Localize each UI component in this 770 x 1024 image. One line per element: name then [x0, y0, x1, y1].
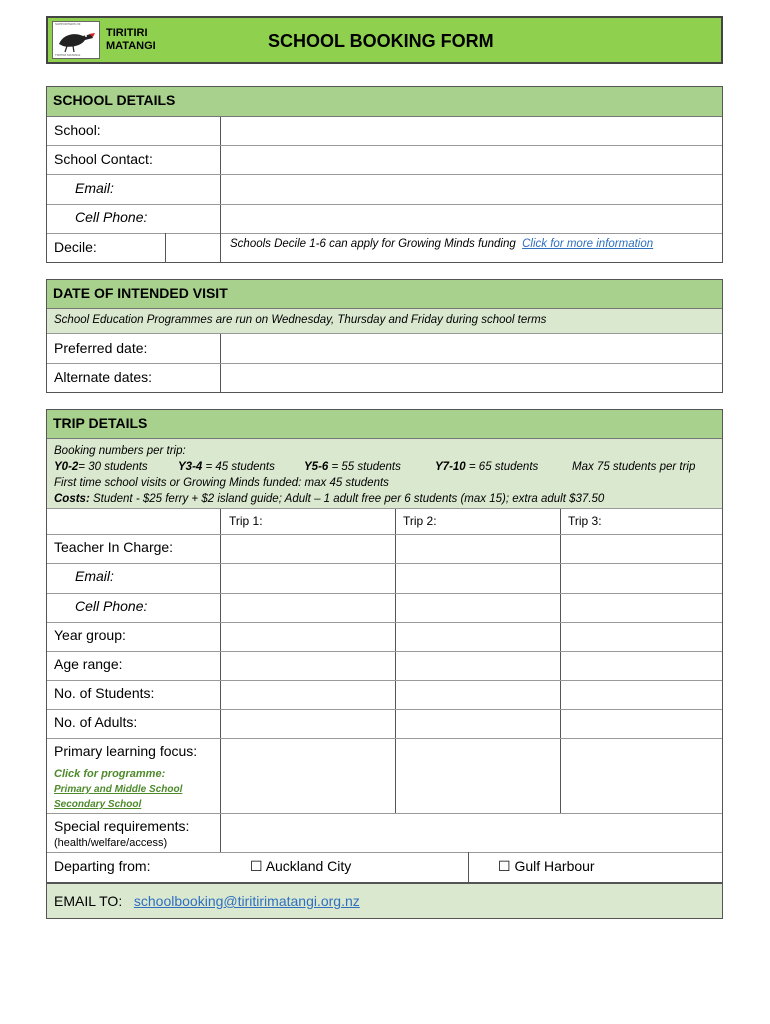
trip1-header: Trip 1: — [229, 514, 263, 528]
section-title: TRIP DETAILS — [47, 410, 722, 439]
booking-numbers: Y0-2= 30 students Y3-4 = 45 students Y5-6 = 55 students Y7-10 = 65 students Max 75 students per trip — [54, 461, 696, 473]
gulf-harbour-label: Gulf Harbour — [514, 858, 595, 874]
decile-field[interactable] — [166, 234, 219, 262]
primary-programme-link[interactable]: Primary and Middle School — [54, 784, 183, 795]
school-email-field[interactable] — [221, 175, 722, 203]
gulf-harbour-checkbox[interactable]: ☐ — [498, 858, 511, 874]
school-contact-label: School Contact: — [54, 151, 153, 167]
visit-note: School Education Programmes are run on Wednesday, Thursday and Friday during school terms — [47, 309, 722, 334]
special-label: Special requirements: — [54, 818, 190, 834]
adults-label: No. of Adults: — [54, 714, 138, 730]
trip2-header: Trip 2: — [403, 514, 437, 528]
auckland-option[interactable] — [250, 858, 351, 875]
school-contact-field[interactable] — [221, 146, 722, 173]
booking-intro: Booking numbers per trip: — [54, 445, 186, 457]
special-field[interactable] — [221, 814, 722, 851]
email-footer — [47, 884, 722, 918]
click-programme-label: Click for programme: — [54, 768, 166, 780]
trip-section — [46, 409, 723, 919]
focus-label: Primary learning focus: — [54, 743, 198, 759]
auckland-label: Auckland City — [265, 858, 352, 874]
teacher-label: Teacher In Charge: — [54, 539, 174, 555]
logo-top-text: SUPPORTERS OF — [55, 22, 81, 26]
teacher-field-trip3[interactable] — [561, 535, 722, 562]
logo-bottom-text: TIRITIRI MATANGI — [55, 53, 81, 57]
booking-info — [47, 439, 722, 509]
gulf-harbour-option[interactable] — [498, 858, 595, 875]
org-name-line1: TIRITIRI — [106, 27, 148, 39]
visit-section — [46, 279, 723, 393]
decile-label: Decile: — [54, 239, 97, 255]
email-link[interactable]: schoolbooking@tiritirimatangi.org.nz — [133, 893, 360, 909]
costs-note: Costs: Student - $25 ferry + $2 island guide; Adult – 1 adult free per 6 students (max 15); extra adult $37.50 — [54, 493, 605, 505]
age-range-label: Age range: — [54, 656, 123, 672]
alternate-dates-field[interactable] — [221, 364, 722, 392]
section-title: SCHOOL DETAILS — [47, 87, 722, 117]
secondary-programme-link[interactable]: Secondary School — [54, 799, 142, 810]
section-title: DATE OF INTENDED VISIT — [47, 280, 722, 309]
departing-label: Departing from: — [54, 858, 151, 874]
teacher-email-label: Email: — [75, 568, 114, 584]
school-field[interactable] — [221, 118, 722, 145]
org-name-line2: MATANGI — [106, 40, 156, 52]
preferred-date-label: Preferred date: — [54, 340, 148, 356]
decile-info-link[interactable]: Click for more information — [522, 238, 654, 250]
org-name — [106, 27, 156, 53]
year-group-label: Year group: — [54, 627, 126, 643]
email-to-label: EMAIL TO: — [54, 893, 123, 909]
preferred-date-field[interactable] — [221, 335, 722, 362]
special-sublabel: (health/welfare/access) — [54, 837, 168, 849]
teacher-field-trip2[interactable] — [396, 535, 559, 562]
school-cell-field[interactable] — [221, 205, 722, 232]
trip3-header: Trip 3: — [568, 514, 602, 528]
school-details-section — [46, 86, 723, 263]
page-title: SCHOOL BOOKING FORM — [268, 31, 494, 51]
decile-note: Schools Decile 1-6 can apply for Growing Minds funding Click for more information — [230, 238, 654, 250]
first-time-note: First time school visits or Growing Minds funded: max 45 students — [54, 477, 389, 489]
teacher-field-trip1[interactable] — [221, 535, 394, 562]
auckland-checkbox[interactable]: ☐ — [250, 858, 263, 874]
teacher-cell-label: Cell Phone: — [75, 598, 148, 614]
school-email-label: Email: — [75, 180, 114, 196]
school-label: School: — [54, 122, 101, 138]
alternate-dates-label: Alternate dates: — [54, 369, 153, 385]
students-label: No. of Students: — [54, 685, 155, 701]
school-cell-label: Cell Phone: — [75, 209, 148, 225]
form-header — [46, 16, 723, 64]
logo — [52, 21, 100, 59]
